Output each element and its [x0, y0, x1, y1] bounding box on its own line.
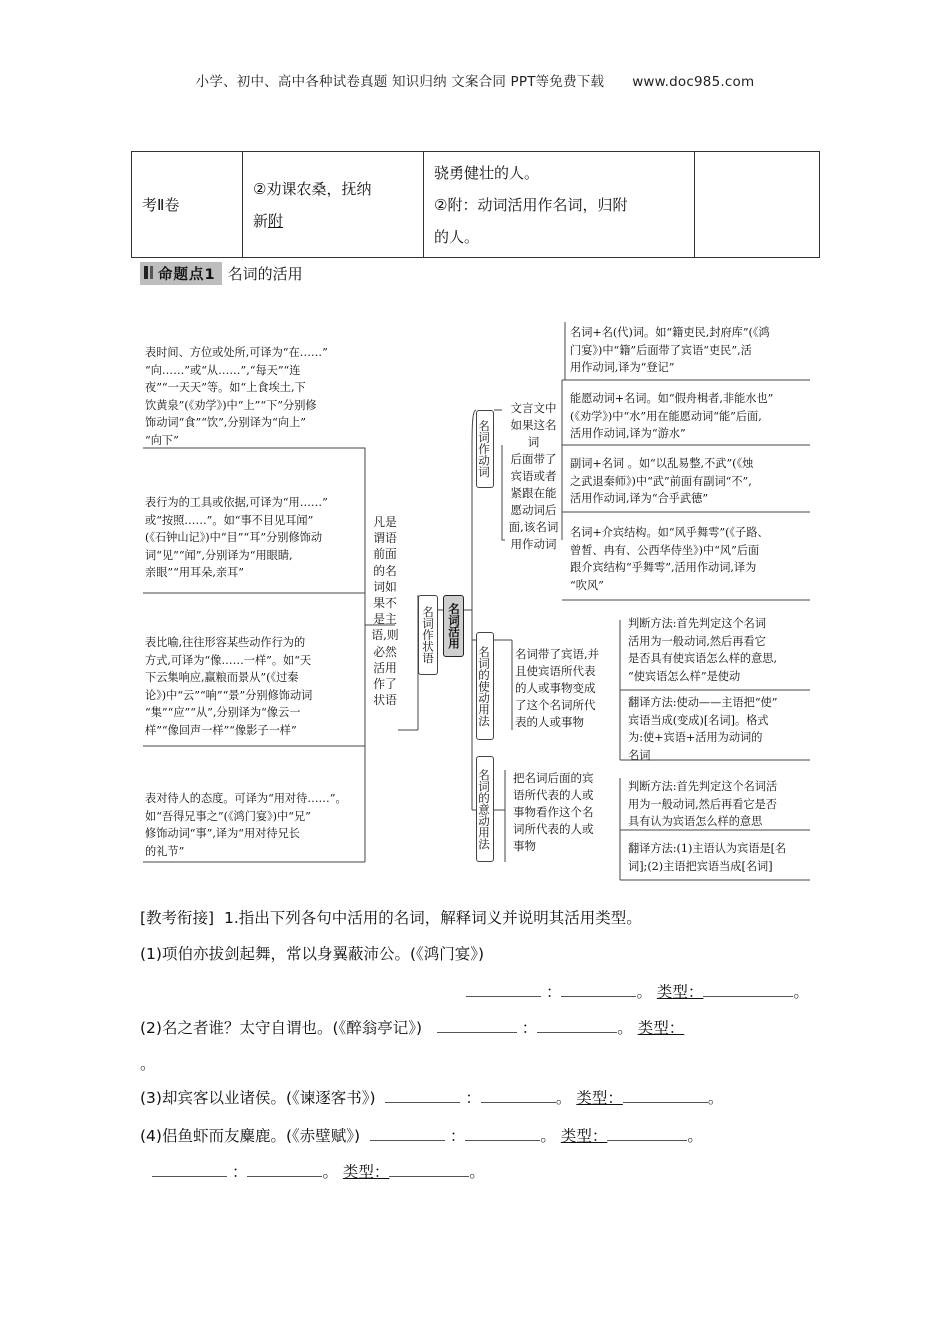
connector-line	[143, 448, 365, 470]
underlined-word: 附	[268, 211, 284, 230]
section-heading: 名词的活用	[227, 264, 303, 283]
page-header	[0, 70, 950, 90]
answer-blank[interactable]	[370, 1124, 445, 1141]
verb-item-adverb-noun: 副词+名词 。如“以乱易整,不武”(《烛 之武退秦师》)中“武”前面有副词“不”, 活用作动词,译为“合乎武德”	[570, 457, 754, 505]
answer-blank[interactable]	[152, 1160, 227, 1177]
table-label-cell: 考Ⅱ卷	[132, 152, 243, 258]
question-2-end: 。	[140, 1055, 156, 1073]
answer-blank[interactable]	[466, 980, 541, 997]
question-4: (4)侣鱼虾而友麋鹿。(《赤壁赋》) ： 。 类型： 。	[140, 1124, 703, 1148]
sentence-line: ②劝课农桑，抚纳	[253, 179, 372, 198]
header-site-link[interactable]: www.doc985.com	[632, 74, 755, 90]
answer-blank[interactable]	[481, 1086, 556, 1103]
causative-translate: 翻译方法:使动——主语把“使” 宾语当成(变成)[名词]。格式 为:使+宾语+活用为动词的 名词	[628, 696, 778, 762]
verb-title: 名词作动词	[476, 410, 494, 488]
adverbial-title: 名词作状语	[418, 595, 438, 675]
answer-blank[interactable]	[623, 1086, 708, 1103]
question-1: (1)项伯亦拔剑起舞，常以身翼蔽沛公。(《鸿门宴》)	[140, 945, 485, 963]
adverbial-item-time: 表时间、方位或处所,可译为“在……” “向……”或“从……”,“每天”“连 夜”“一天天”等。如“上食埃土,下 饮黄泉”(《劝学》)中“上”“下”分别修 饰动词“食”“饮”,分别译为“向上” “向下”	[145, 346, 328, 447]
root-node: 名词活用	[443, 595, 464, 657]
causative-title: 名词的使动用法	[476, 632, 494, 740]
adverbial-item-tool: 表行为的工具或依据,可译为“用……” 或“按照……”。如“事不目见耳闻” (《石钟山记》)中“目”“耳”分别修饰动 词“见”“闻”,分别译为“用眼睛, 亲眼”“用耳朵,亲耳”	[145, 496, 328, 579]
verb-desc: 文言文中 如果这名词 后面带了 宾语或者 紧跟在能 愿动词后 面,该名词 用作动词	[508, 401, 559, 551]
answer-blank[interactable]	[465, 1124, 540, 1141]
question-2: (2)名之者谁？太守自谓也。(《醉翁亭记》) ： 。 类型：	[140, 1016, 684, 1040]
answer-blank[interactable]	[703, 980, 793, 997]
verb-item-modal-noun: 能愿动词+名词。如“假舟楫者,非能水也” (《劝学》)中“水”用在能愿动词“能”后面, 活用作动词,译为“游水”	[570, 392, 774, 440]
section-title	[140, 262, 303, 284]
answer-blank[interactable]	[537, 1016, 617, 1033]
verb-item-noun-prep: 名词+介宾结构。如“风乎舞雩”(《子路、 曾皙、冉有、公西华侍坐》)中“风”后面 跟介宾结构“乎舞雩”,活用作动词,译为 “吹风”	[570, 526, 769, 592]
table-sentence-cell: ②劝课农桑，抚纳 新附	[243, 152, 424, 258]
answer-blank[interactable]	[389, 1160, 469, 1177]
answer-line-1: ： 。 类型： 。	[466, 980, 809, 1004]
verb-item-noun-noun: 名词+名(代)词。如“籍吏民,封府库”(《鸿 门宴》)中“籍”后面带了宾语“吏民”,活 用作动词,译为“登记”	[570, 326, 770, 374]
putative-title: 名词的意动用法	[476, 756, 494, 862]
answer-blank[interactable]	[437, 1016, 517, 1033]
header-text: 小学、初中、高中各种试卷真题 知识归纳 文案合同 PPT等免费下载	[195, 74, 605, 90]
exercise-intro: [教考衔接] 1.指出下列各句中活用的名词，解释词义并说明其活用类型。	[140, 909, 642, 927]
adverbial-item-attitude: 表对待人的态度。可译为“用对待……”。 如“吾得兄事之”(《鸿门宴》)中“兄” 修饰动词“事”,译为“用对待兄长 的礼节”	[145, 792, 347, 858]
answer-blank[interactable]	[385, 1086, 460, 1103]
putative-translate: 翻译方法:(1)主语认为宾语是[名 词];(2)主语把宾语当成[名词]	[628, 842, 787, 873]
causative-desc: 名词带了宾语,并 且使宾语所代表 的人或事物变成 了这个名词所代 表的人或事物	[515, 647, 600, 729]
question-3: (3)却宾客以业诸侯。(《谏逐客书》) ： 。 类型： 。	[140, 1086, 723, 1110]
putative-desc: 把名词后面的宾 语所代表的人或 事物看作这个名 词所代表的人或 事物	[513, 771, 594, 853]
putative-judge: 判断方法:首先判定这个名词活 用为一般动词,然后再看它是否 具有认为宾语怎么样的意思	[628, 780, 778, 828]
table-empty-cell	[695, 152, 820, 258]
answer-blank[interactable]	[607, 1124, 687, 1141]
adverbial-item-metaphor: 表比喻,往往形容某些动作行为的 方式,可译为“像……一样”。如“天 下云集响应,赢粮而景从”(《过秦 论》)中“云”“响”“景”分别修饰动词 “集”“应”“从”,分别译为“像云一 样”“像回声一样”“像影子一样”	[145, 636, 313, 737]
answer-blank[interactable]	[561, 980, 636, 997]
table-explain-cell: 骁勇健壮的人。 ②附：动词活用作名词，归附 的人。	[424, 152, 695, 258]
answer-table	[131, 151, 820, 258]
answer-blank[interactable]	[247, 1160, 322, 1177]
causative-judge: 判断方法:首先判定这个名词 活用为一般动词,然后再看它 是否具有使宾语怎么样的意思, “使宾语怎么样”是使动	[628, 617, 777, 683]
section-badge: 命题点1	[140, 262, 222, 285]
question-4-second: ： 。 类型： 。	[152, 1160, 485, 1184]
adverbial-desc: 凡是谓语前面的名词如果不是主语,则必然活用作了状语	[371, 515, 399, 708]
